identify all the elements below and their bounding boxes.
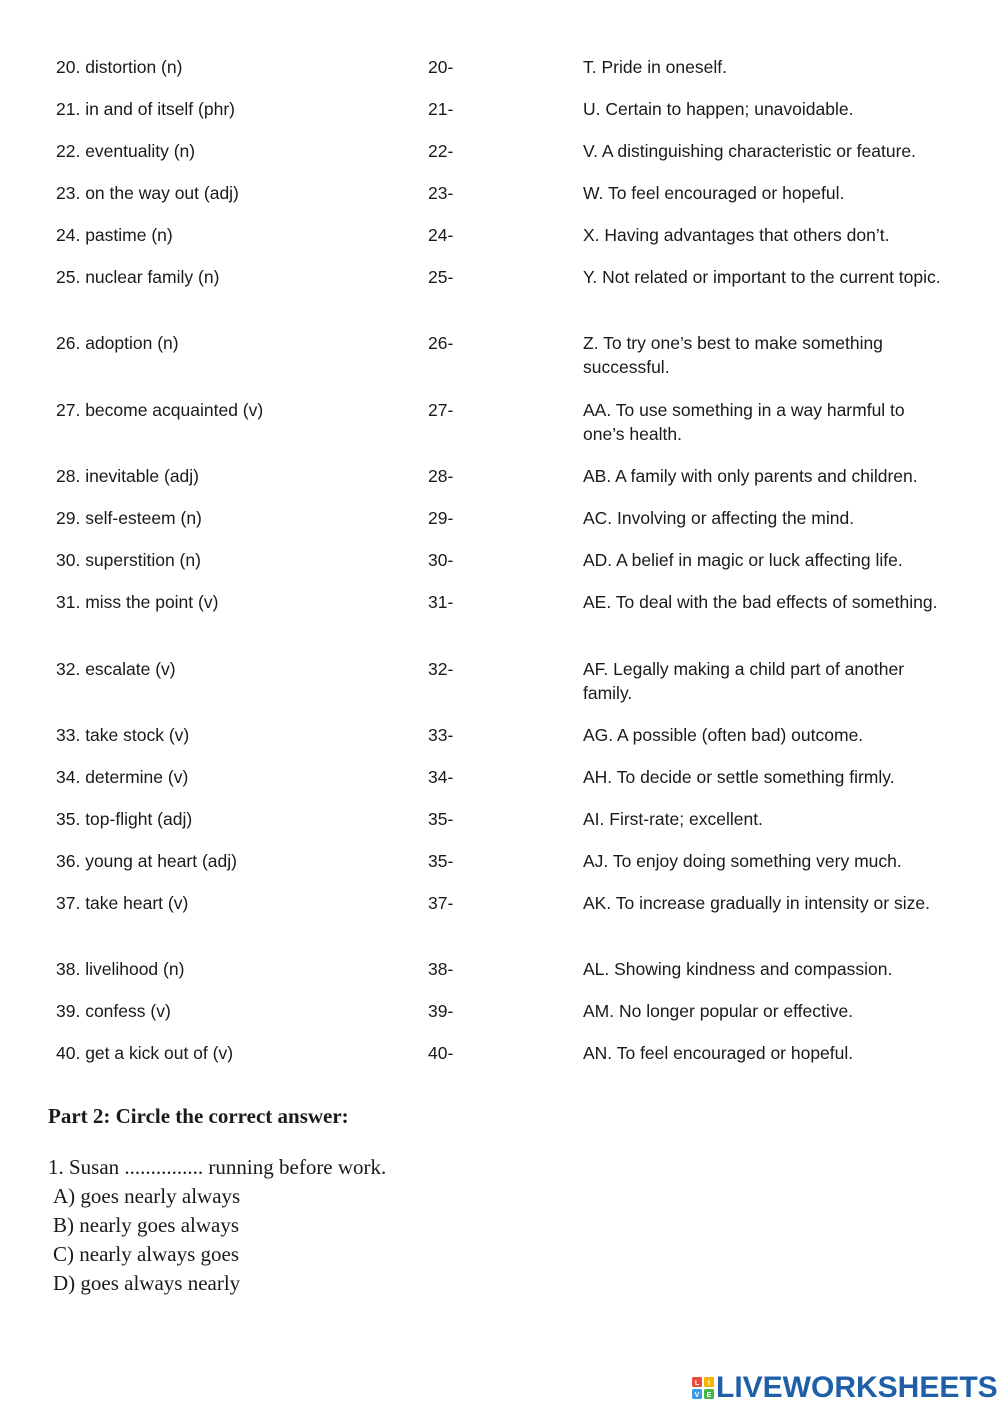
definition: AB. A family with only parents and children. xyxy=(583,466,918,486)
term: 22. eventuality (n) xyxy=(56,141,196,161)
definition: AG. A possible (often bad) outcome. xyxy=(583,725,864,745)
svg-text:I: I xyxy=(708,1380,710,1387)
answer-blank[interactable]: 35- xyxy=(428,809,454,829)
option-c[interactable]: C) nearly always goes xyxy=(53,1242,240,1266)
term: 36. young at heart (adj) xyxy=(56,851,237,871)
answer-blank[interactable]: 32- xyxy=(428,659,454,679)
svg-text:E: E xyxy=(706,1392,712,1399)
definition: AC. Involving or affecting the mind. xyxy=(583,508,855,528)
svg-text:V: V xyxy=(694,1392,700,1399)
definition: AD. A belief in magic or luck affecting life. xyxy=(583,550,903,570)
definition: AK. To increase gradually in intensity or size. xyxy=(583,893,930,913)
definition: AM. No longer popular or effective. xyxy=(583,1001,854,1021)
definition: AH. To decide or settle something firmly. xyxy=(583,767,895,787)
answer-blank[interactable]: 39- xyxy=(428,1001,454,1021)
answer-blank[interactable]: 37- xyxy=(428,893,454,913)
term: 34. determine (v) xyxy=(56,767,189,787)
definition: AE. To deal with the bad effects of something. xyxy=(583,592,938,612)
term: 23. on the way out (adj) xyxy=(56,183,239,203)
option-a[interactable]: A) goes nearly always xyxy=(53,1184,241,1208)
term: 21. in and of itself (phr) xyxy=(56,99,235,119)
definition: Z. To try one’s best to make something successful. xyxy=(583,333,883,377)
term: 29. self-esteem (n) xyxy=(56,508,202,528)
answer-blank[interactable]: 30- xyxy=(428,550,454,570)
answer-blank[interactable]: 38- xyxy=(428,959,454,979)
definition: Y. Not related or important to the current topic. xyxy=(583,267,941,287)
option-d[interactable]: D) goes always nearly xyxy=(53,1271,241,1295)
answer-blank[interactable]: 28- xyxy=(428,466,454,486)
term: 26. adoption (n) xyxy=(56,333,179,353)
term: 32. escalate (v) xyxy=(56,659,176,679)
answer-blank[interactable]: 25- xyxy=(428,267,454,287)
term: 31. miss the point (v) xyxy=(56,592,219,612)
definition: U. Certain to happen; unavoidable. xyxy=(583,99,854,119)
definition: AF. Legally making a child part of another family. xyxy=(583,659,905,703)
term: 28. inevitable (adj) xyxy=(56,466,199,486)
term: 24. pastime (n) xyxy=(56,225,173,245)
answer-blank[interactable]: 29- xyxy=(428,508,454,528)
term: 39. confess (v) xyxy=(56,1001,171,1021)
question-text: 1. Susan ............... running before work. xyxy=(48,1155,387,1179)
answer-blank[interactable]: 31- xyxy=(428,592,454,612)
term: 40. get a kick out of (v) xyxy=(56,1043,234,1063)
option-b[interactable]: B) nearly goes always xyxy=(53,1213,240,1237)
term: 30. superstition (n) xyxy=(56,550,201,570)
question-1 xyxy=(48,1153,386,1298)
definition: W. To feel encouraged or hopeful. xyxy=(583,183,845,203)
answer-blank[interactable]: 34- xyxy=(428,767,454,787)
logo-text: LIVEWORKSHEETS xyxy=(716,1371,998,1404)
answer-blank[interactable]: 21- xyxy=(428,99,454,119)
liveworksheets-logo xyxy=(692,1371,998,1405)
definition: AI. First-rate; excellent. xyxy=(583,809,763,829)
definition: AJ. To enjoy doing something very much. xyxy=(583,851,902,871)
definition: AN. To feel encouraged or hopeful. xyxy=(583,1043,854,1063)
answer-blank[interactable]: 26- xyxy=(428,333,454,353)
term: 25. nuclear family (n) xyxy=(56,267,220,287)
term: 27. become acquainted (v) xyxy=(56,400,264,420)
answer-blank[interactable]: 40- xyxy=(428,1043,454,1063)
part2-heading: Part 2: Circle the correct answer: xyxy=(48,1104,349,1128)
answer-blank[interactable]: 20- xyxy=(428,57,454,77)
term: 20. distortion (n) xyxy=(56,57,183,77)
svg-text:L: L xyxy=(694,1380,700,1387)
answer-blank[interactable]: 24- xyxy=(428,225,454,245)
answer-blank[interactable]: 33- xyxy=(428,725,454,745)
answer-blank[interactable]: 22- xyxy=(428,141,454,161)
answer-blank[interactable]: 35- xyxy=(428,851,454,871)
definition: X. Having advantages that others don’t. xyxy=(583,225,890,245)
term: 35. top-flight (adj) xyxy=(56,809,193,829)
answer-blank[interactable]: 23- xyxy=(428,183,454,203)
definition: AA. To use something in a way harmful to one’s health. xyxy=(583,400,905,444)
term: 33. take stock (v) xyxy=(56,725,190,745)
liveworksheets-logo-icon xyxy=(692,1377,714,1399)
answer-blank[interactable]: 27- xyxy=(428,400,454,420)
term: 38. livelihood (n) xyxy=(56,959,185,979)
definition: AL. Showing kindness and compassion. xyxy=(583,959,893,979)
term: 37. take heart (v) xyxy=(56,893,189,913)
definition: V. A distinguishing characteristic or feature. xyxy=(583,141,917,161)
definition: T. Pride in oneself. xyxy=(583,57,727,77)
